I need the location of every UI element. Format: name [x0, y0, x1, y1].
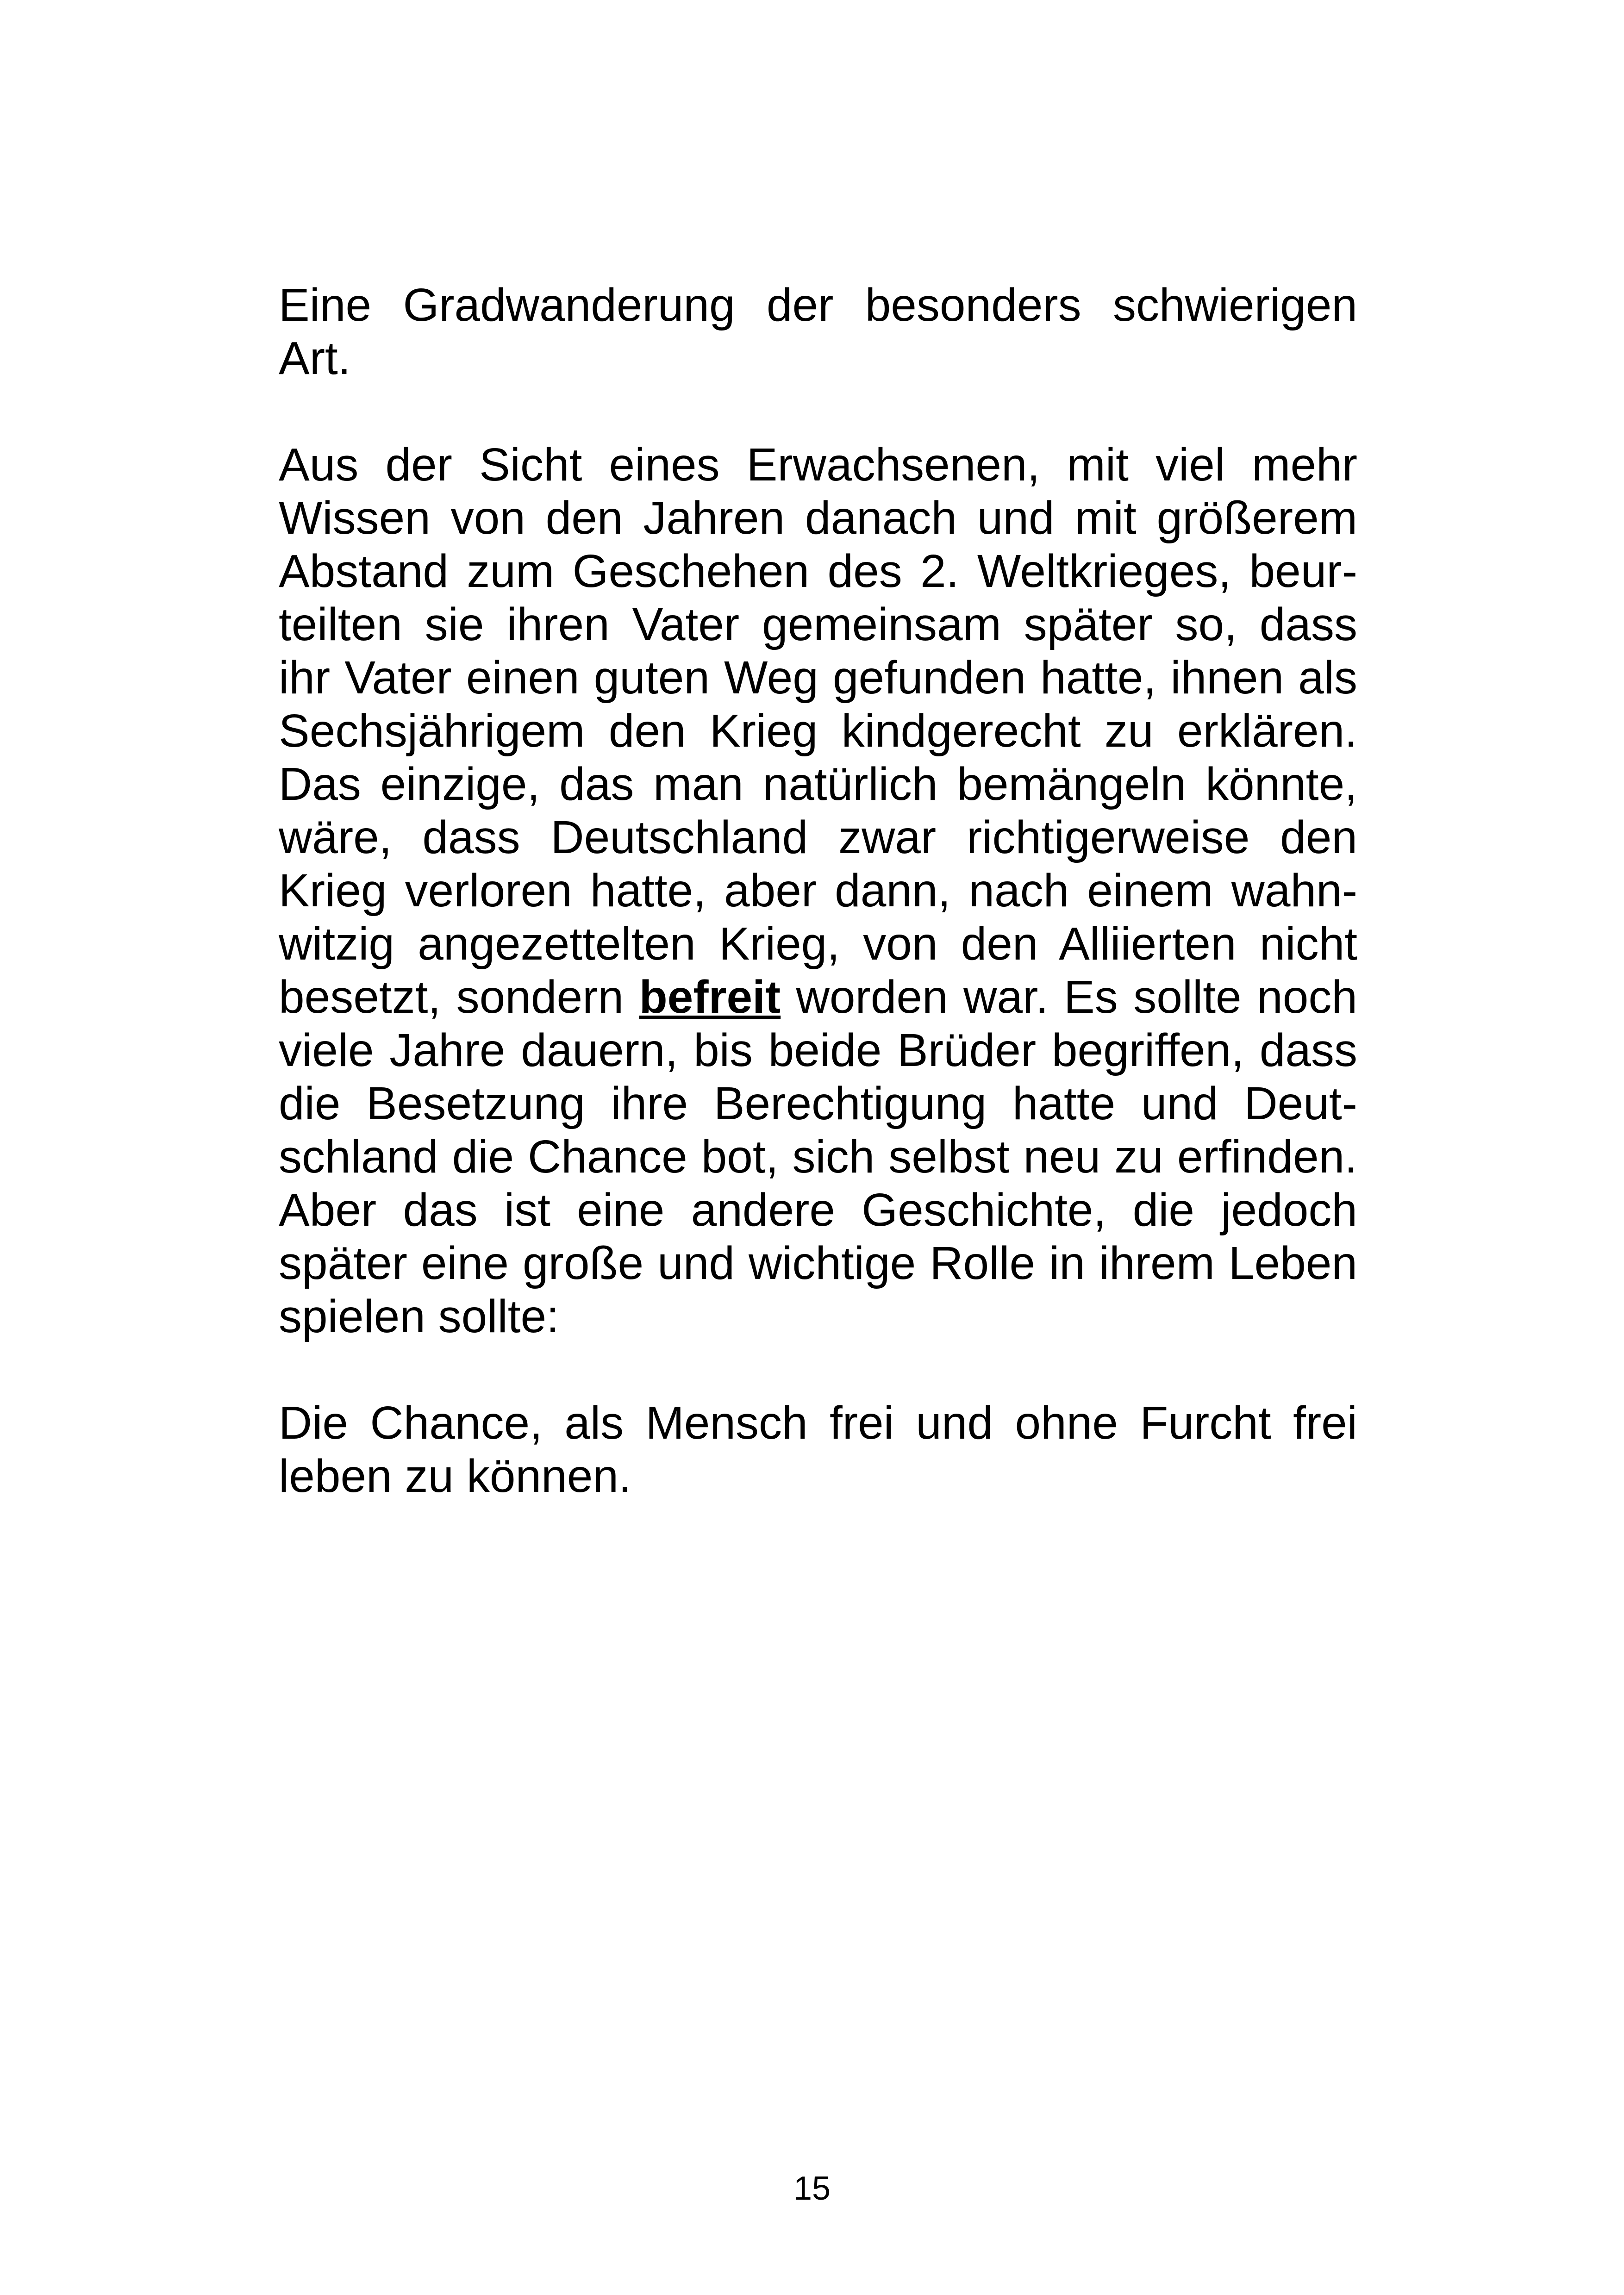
text-line: Art.: [279, 332, 351, 384]
text-line: Wissen von den Jahren danach und mit größerem: [279, 492, 1357, 544]
text-line: Die Chance, als Mensch frei und ohne Furcht frei: [279, 1397, 1357, 1449]
text-line-with-emphasis: [279, 971, 1357, 1024]
text-line: Aber das ist eine andere Geschichte, die jedoch: [279, 1184, 1357, 1236]
paragraph-2: [279, 438, 1357, 1343]
text-line: leben zu können.: [279, 1450, 631, 1502]
text-line: Krieg verloren hatte, aber dann, nach einem wahn-: [279, 865, 1357, 917]
text-line: Eine Gradwanderung der besonders schwierigen: [279, 279, 1357, 331]
text-line: Sechsjährigem den Krieg kindgerecht zu erklären.: [279, 705, 1357, 757]
text-segment: besetzt, sondern: [279, 971, 639, 1023]
text-line: Aus der Sicht eines Erwachsenen, mit viel mehr: [279, 439, 1357, 491]
emphasized-word: befreit: [639, 971, 781, 1023]
page-number: 15: [793, 2170, 831, 2207]
text-line: teilten sie ihren Vater gemeinsam später so, dass: [279, 599, 1357, 650]
text-line: schland die Chance bot, sich selbst neu zu erfinden.: [279, 1131, 1357, 1183]
paragraph-1: [279, 279, 1357, 385]
text-line: spielen sollte:: [279, 1291, 559, 1342]
text-line: später eine große und wichtige Rolle in ihrem Leben: [279, 1237, 1357, 1289]
text-line: witzig angezettelten Krieg, von den Alliierten nicht: [279, 918, 1357, 970]
text-line: Abstand zum Geschehen des 2. Weltkrieges, beur-: [279, 545, 1357, 597]
text-line: wäre, dass Deutschland zwar richtigerweise den: [279, 811, 1357, 863]
text-line: die Besetzung ihre Berechtigung hatte und Deut-: [279, 1078, 1357, 1129]
paragraph-3: [279, 1397, 1357, 1503]
text-line: ihr Vater einen guten Weg gefunden hatte, ihnen als: [279, 652, 1357, 704]
text-segment: worden war. Es sollte noch: [781, 971, 1357, 1023]
text-line: viele Jahre dauern, bis beide Brüder begriffen, dass: [279, 1024, 1357, 1076]
text-line: Das einzige, das man natürlich bemängeln könnte,: [279, 758, 1357, 810]
